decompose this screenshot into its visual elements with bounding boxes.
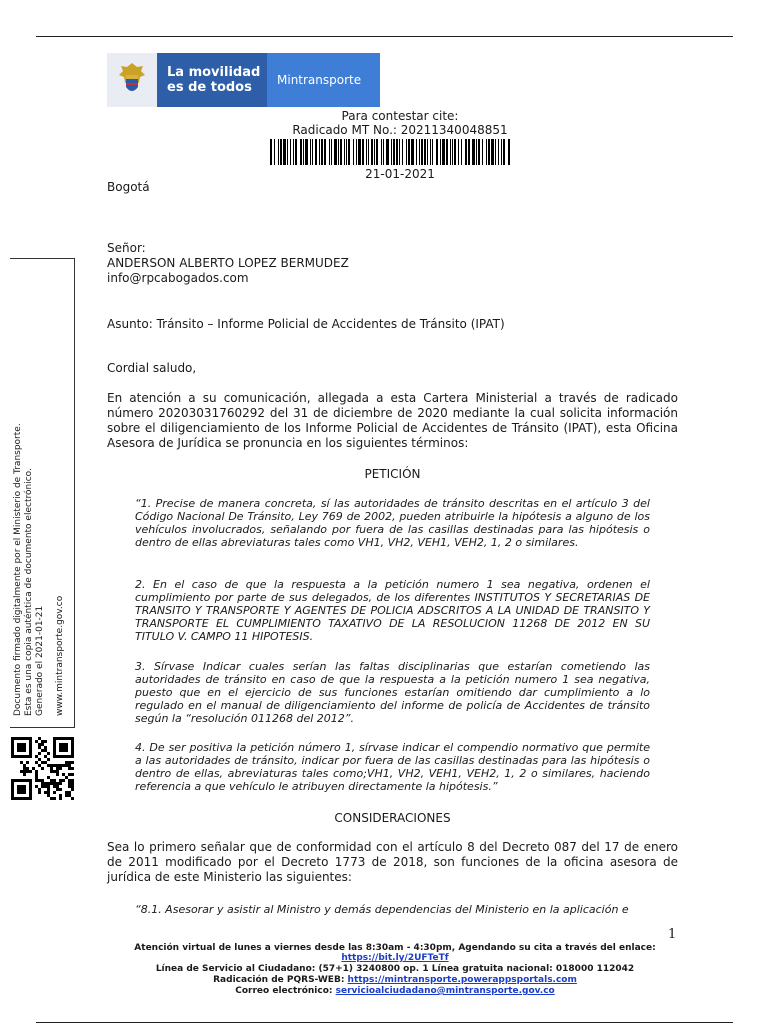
cite-date: 21-01-2021 [365, 167, 435, 181]
barcode-bar [442, 139, 445, 165]
barcode-bar [321, 139, 323, 165]
coat-of-arms-icon [107, 53, 157, 107]
barcode-bar [368, 139, 369, 165]
barcode-bar [427, 139, 428, 165]
radicacion-label: Radicación de PQRS-WEB: [213, 975, 348, 985]
stamp-line-4: www.mintransporte.gov.co [55, 595, 65, 716]
barcode-bar [305, 139, 308, 165]
cite-line-1: Para contestar cite: [341, 109, 459, 123]
salutation-title: Señor: [107, 241, 146, 255]
barcode-bar [436, 139, 438, 165]
barcode-bar [381, 139, 382, 165]
slogan-line-2: es de todos [167, 80, 252, 95]
footer-radicacion [100, 975, 690, 985]
barcode-bar [476, 139, 477, 165]
barcode-bar [331, 139, 332, 165]
barcode-bar [366, 139, 367, 165]
correo-link[interactable]: servicioalciudadano@mintransporte.gov.co [335, 986, 555, 996]
barcode-bar [391, 139, 392, 165]
barcode-bar [340, 139, 342, 165]
barcode-bar [287, 139, 288, 165]
subject-line: Asunto: Tránsito – Informe Policial de Accidentes de Tránsito (IPAT) [107, 317, 505, 331]
correo-label: Correo electrónico: [235, 986, 336, 996]
barcode-bar [465, 139, 467, 165]
barcode-bar [503, 139, 505, 165]
cite-radicado: Radicado MT No.: 20211340048851 [292, 123, 508, 137]
slogan-line-1: La movilidad [167, 65, 261, 80]
barcode-bar [406, 139, 407, 165]
barcode-bar [383, 139, 384, 165]
barcode-bar [356, 139, 357, 165]
barcode-bar [488, 139, 490, 165]
quote-8-1: “8.1. Asesorar y asistir al Ministro y demás dependencias del Ministerio en la aplicación e [135, 903, 629, 916]
barcode-bar [430, 139, 431, 165]
barcode-bar [393, 139, 395, 165]
petition-heading: PETICIÓN [364, 467, 421, 481]
petition-1: “1. Precise de manera concreta, sí las autoridades de tránsito descritas en el artículo 3 del Código Nacional De Tránsito, Ley 769 de 2002, pueden atribuirle la hipótesis a alguno de los vehículos involucrados, señalando por fuera de las casillas destinadas para las hipótesis o dentro de ellas abreviaturas tales como VH1, VH2, VEH1, VEH2, 1, 2 o similares. [135, 497, 650, 549]
recipient-email: info@rpcabogados.com [107, 271, 249, 285]
page-number: 1 [668, 927, 677, 942]
barcode-bar [498, 139, 499, 165]
stamp-line-3: Generado el 2021-01-21 [35, 605, 45, 716]
barcode-bar [315, 139, 317, 165]
barcode-bar [280, 139, 282, 165]
footer-correo [100, 986, 690, 996]
barcode-bar [348, 139, 350, 165]
petition-4: 4. De ser positiva la petición número 1, sírvase indicar el compendio normativo que permite a las autoridades de tránsito, indicar por fuera de las casillas destinadas para las hipótesis o dentro de ellas, abreviaturas tales como;VH1, VH2, VEH1, VEH2, 1, 2 o similares, haciendo referencia a que vehículo le atribuyen directamente la hipótesis.” [135, 741, 650, 793]
barcode-bar [495, 139, 496, 165]
stamp-line-2: Esta es una copia auténtica de documento electrónico. [24, 468, 34, 716]
radicado-barcode [270, 139, 513, 165]
petition-3: 3. Sírvase Indicar cuales serían las faltas disciplinarias que estarían cometiendo las autoridades de tránsito en caso de que la respuesta a la petición numero 1 sea negativa, puesto que en el ejercicio de sus funciones estarían omitiendo dar cumplimiento a lo regulado en el manual de diligenciamiento del informe de policía de Accidentes de tránsito según la “resolución 011268 del 2012”. [135, 660, 650, 725]
barcode-bar [482, 139, 483, 165]
stamp-line-1: Documento firmado digitalmente por el Ministerio de Transporte. [13, 423, 23, 716]
barcode-bar [344, 139, 345, 165]
barcode-bar [362, 139, 364, 165]
footer-line-3: Línea de Servicio al Ciudadano: (57+1) 3240800 op. 1 Línea gratuita nacional: 018000 112042 [155, 964, 635, 974]
barcode-bar [468, 139, 470, 165]
recipient-name: ANDERSON ALBERTO LOPEZ BERMUDEZ [107, 256, 349, 270]
barcode-bar [411, 139, 414, 165]
barcode-bar [440, 139, 441, 165]
barcode-bar [374, 139, 375, 165]
petition-2: 2. En el caso de que la respuesta a la petición numero 1 sea negativa, ordenen el cumplimiento por parte de sus delegados, de los diferentes INSTITUTOS Y SECRETARIAS DE TRANSITO Y TRANSPORTE Y AGENTES DE POLICIA ADSCRITOS A LA UNIDAD DE TRANSITO Y TRANSPORTE EL CUMPLIMIENTO TAXATIVO DE LA RESOLUCION 11268 DE 2012 EN SU TITULO V. CAMPO 11 HIPOTESIS. [135, 578, 650, 643]
barcode-bar [491, 139, 494, 165]
city: Bogotá [107, 180, 150, 194]
barcode-bar [376, 139, 378, 165]
qr-code-icon [11, 737, 74, 800]
barcode-bar [450, 139, 451, 165]
barcode-bar [399, 139, 400, 165]
barcode-bar [386, 139, 389, 165]
logo-brand: Mintransporte [267, 53, 380, 107]
barcode-bar [270, 139, 272, 165]
barcode-bar [416, 139, 417, 165]
barcode-bar [508, 139, 510, 165]
barcode-bar [290, 139, 291, 165]
barcode-bar [446, 139, 448, 165]
barcode-bar [358, 139, 361, 165]
barcode-bar [419, 139, 420, 165]
barcode-bar [329, 139, 330, 165]
barcode-bar [300, 139, 302, 165]
intro-paragraph: En atención a su comunicación, allegada a esta Cartera Ministerial a través de radicado número 20203031760292 del 31 de diciembre de 2020 mediante la cual solicita información sobre el diligenciamiento de los Informe Policial de Accidentes de Tránsito (IPAT), esta Oficina Asesora de Jurídica se pronuncia en los siguientes términos: [107, 391, 678, 450]
barcode-bar [319, 139, 320, 165]
footer-link-bitly[interactable]: https://bit.ly/2UFTeTf [341, 953, 449, 963]
considerations-paragraph: Sea lo primero señalar que de conformidad con el artículo 8 del Decreto 087 del 17 de enero de 2011 modificado por el Decreto 1773 de 2018, son funciones de la oficina asesora de jurídica de este Ministerio las siguientes: [107, 840, 678, 884]
barcode-bar [274, 139, 275, 165]
bottom-rule [36, 1022, 733, 1023]
barcode-bar [408, 139, 410, 165]
logo-slogan [157, 53, 267, 107]
barcode-bar [432, 139, 433, 165]
barcode-bar [424, 139, 426, 165]
barcode-bar [353, 139, 354, 165]
barcode-bar [283, 139, 286, 165]
considerations-heading: CONSIDERACIONES [334, 811, 451, 825]
barcode-bar [303, 139, 304, 165]
barcode-bar [396, 139, 398, 165]
barcode-bar [402, 139, 403, 165]
barcode-bar [338, 139, 339, 165]
barcode-bar [472, 139, 475, 165]
ministry-logo [107, 53, 380, 107]
top-rule [36, 36, 733, 37]
footer-line-1: Atención virtual de lunes a viernes desde las 8:30am - 4:30pm, Agendando su cita a través del enlace: [134, 943, 656, 953]
barcode-bar [310, 139, 311, 165]
radicacion-link[interactable]: https://mintransporte.powerappsportals.com [347, 975, 577, 985]
barcode-bar [458, 139, 459, 165]
barcode-bar [486, 139, 487, 165]
barcode-bar [454, 139, 456, 165]
barcode-bar [295, 139, 297, 165]
greeting: Cordial saludo, [107, 361, 197, 375]
barcode-bar [461, 139, 462, 165]
barcode-bar [478, 139, 480, 165]
barcode-bar [371, 139, 373, 165]
barcode-bar [452, 139, 453, 165]
barcode-bar [293, 139, 294, 165]
barcode-bar [278, 139, 279, 165]
footer-link-1-wrap [100, 953, 690, 963]
barcode-bar [324, 139, 326, 165]
barcode-bar [346, 139, 347, 165]
barcode-bar [312, 139, 313, 165]
barcode-bar [334, 139, 337, 165]
barcode-bar [501, 139, 502, 165]
barcode-bar [421, 139, 423, 165]
